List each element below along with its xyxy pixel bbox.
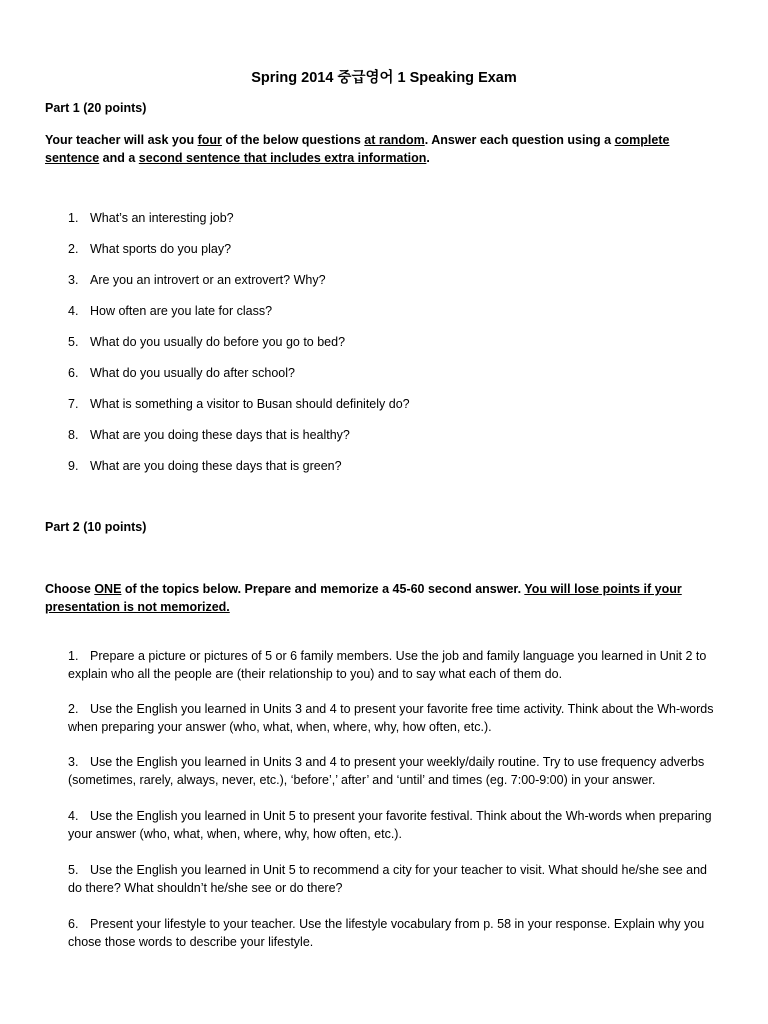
question-number: 5. xyxy=(68,335,79,349)
topic-item xyxy=(68,700,723,736)
topic-number: 1. xyxy=(68,649,79,663)
question-number: 6. xyxy=(68,366,79,380)
question-text: What sports do you play? xyxy=(90,242,232,256)
instr-text: of the topics below. Prepare and memorize a 45-60 second answer. xyxy=(121,582,525,596)
question-item xyxy=(68,335,345,349)
question-number: 1. xyxy=(68,211,79,225)
page-title: Spring 2014 중급영어 1 Speaking Exam xyxy=(251,70,517,86)
question-text: Are you an introvert or an extrovert? Why? xyxy=(90,273,326,287)
topic-text: Present your lifestyle to your teacher. Use the lifestyle vocabulary from p. 58 in your response. Explain why you chose those words to describe your lifestyle. xyxy=(68,917,705,949)
instr-emphasis: four xyxy=(197,133,222,147)
instr-text: . xyxy=(426,151,430,165)
question-text: What do you usually do before you go to bed? xyxy=(90,335,346,349)
question-text: What are you doing these days that is green? xyxy=(90,459,342,473)
topic-item xyxy=(68,647,723,683)
question-text: How often are you late for class? xyxy=(90,304,273,318)
topic-number: 4. xyxy=(68,809,79,823)
question-number: 4. xyxy=(68,304,79,318)
topic-text: Use the English you learned in Unit 5 to recommend a city for your teacher to visit. What should he/she see and do there? What shouldn’t he/she see or do there? xyxy=(68,863,707,895)
question-number: 3. xyxy=(68,273,79,287)
topic-number: 5. xyxy=(68,863,79,877)
question-text: What do you usually do after school? xyxy=(90,366,295,380)
question-item xyxy=(68,304,272,318)
topic-number: 3. xyxy=(68,755,79,769)
instr-emphasis: second sentence that includes extra information xyxy=(138,151,427,165)
part2-heading: Part 2 (10 points) xyxy=(45,520,147,534)
question-number: 7. xyxy=(68,397,79,411)
topic-item xyxy=(68,861,723,897)
topic-text: Use the English you learned in Unit 5 to present your favorite festival. Think about the Wh-words when preparing your answer (who, what, when, where, why, how often, etc.). xyxy=(68,809,712,841)
part2-instructions xyxy=(45,580,725,616)
topic-text: Prepare a picture or pictures of 5 or 6 family members. Use the job and family language you learned in Unit 2 to explain who all the people are (their relationship to you) and to say what each of them do. xyxy=(68,649,707,681)
topic-item xyxy=(68,807,723,843)
topic-item xyxy=(68,915,723,951)
question-item xyxy=(68,273,326,287)
question-item xyxy=(68,459,342,473)
topic-number: 2. xyxy=(68,702,79,716)
question-item xyxy=(68,211,234,225)
instr-text: of the below questions xyxy=(221,133,365,147)
question-text: What are you doing these days that is healthy? xyxy=(90,428,350,442)
topic-item xyxy=(68,753,723,789)
question-text: What is something a visitor to Busan should definitely do? xyxy=(90,397,410,411)
question-text: What’s an interesting job? xyxy=(90,211,234,225)
question-item xyxy=(68,397,410,411)
part1-heading: Part 1 (20 points) xyxy=(45,101,147,115)
question-number: 9. xyxy=(68,459,79,473)
question-number: 8. xyxy=(68,428,79,442)
instr-text: Choose xyxy=(45,582,95,596)
question-item xyxy=(68,242,231,256)
question-item xyxy=(68,366,295,380)
instr-text: Your teacher will ask you xyxy=(45,133,198,147)
instr-emphasis: at random xyxy=(364,133,425,147)
instr-emphasis: ONE xyxy=(94,582,122,596)
instr-text: . Answer each question using a xyxy=(424,133,615,147)
instr-emphasis: You will lose points if your presentation is not memorized. xyxy=(45,582,682,614)
topic-text: Use the English you learned in Units 3 and 4 to present your favorite free time activity. Think about the Wh-words when preparing your answer (who, what, when, where, why, how often, etc.). xyxy=(68,702,714,734)
question-item xyxy=(68,428,350,442)
topic-number: 6. xyxy=(68,917,79,931)
question-number: 2. xyxy=(68,242,79,256)
instr-emphasis: complete sentence xyxy=(45,133,670,165)
topic-text: Use the English you learned in Units 3 and 4 to present your weekly/daily routine. Try to use frequency adverbs (sometimes, rarely, always, never, etc.), ‘before’,’ after’ and ‘until’ and times (eg. 7:00-9:00) in your answer. xyxy=(68,755,705,787)
instr-text: and a xyxy=(99,151,139,165)
part1-instructions xyxy=(45,131,725,167)
